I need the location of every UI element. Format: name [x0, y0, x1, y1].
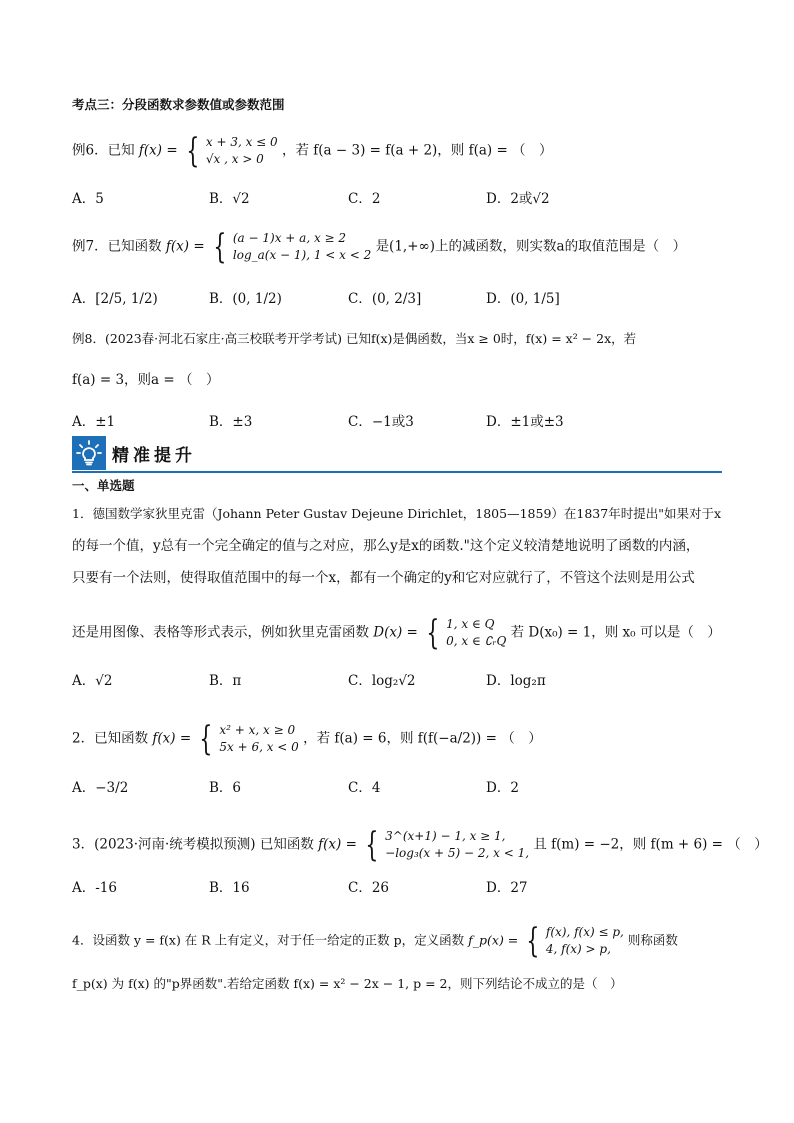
option-c: C．26 — [348, 880, 390, 896]
case-1: f(x), f(x) ≤ p, — [545, 925, 624, 939]
section-heading: 一、单选题 — [72, 478, 135, 493]
option-b: B．π — [209, 673, 242, 689]
option-c: C．(0, 2/3] — [348, 291, 422, 307]
piecewise-function: f(x) = { x² + x, x ≥ 0 5x + 6, x < 0 — [152, 719, 299, 759]
example-8-line-2: f(a) = 3，则a = （ ） — [72, 372, 220, 388]
case-2: −log₃(x + 5) − 2, x < 1, — [385, 846, 530, 860]
option-d: D．log₂π — [486, 673, 546, 689]
case-2: 0, x ∈ ∁ᵣQ — [446, 634, 507, 648]
option-c: C．log₂√2 — [348, 673, 416, 689]
banner-title: 精准提升 — [112, 445, 196, 466]
option-a: A．−3/2 — [72, 780, 129, 796]
case-2: 5x + 6, x < 0 — [219, 740, 299, 754]
option-c: C．−1或3 — [348, 414, 414, 430]
case-1: (a − 1)x + a, x ≥ 2 — [232, 231, 347, 245]
q3-prefix: 3．(2023·河南·统考模拟预测) 已知函数 — [72, 836, 314, 853]
lightbulb-icon — [72, 436, 106, 470]
q4-question — [72, 921, 678, 961]
case-2: 4, f(x) > p, — [545, 942, 611, 956]
option-b: B．±3 — [209, 414, 253, 430]
piecewise-function: f_p(x) = { f(x), f(x) ≤ p, 4, f(x) > p, — [468, 921, 624, 961]
option-c: C．4 — [348, 780, 381, 796]
q3-question — [72, 825, 768, 865]
option-d: D．(0, 1/5] — [486, 291, 560, 307]
option-a: A．5 — [72, 191, 104, 207]
case-2: √x , x > 0 — [205, 152, 264, 166]
q1-line-4-suffix: 若 D(x₀) = 1，则 x₀ 可以是（ ） — [510, 624, 721, 641]
example-6-question — [72, 131, 553, 171]
option-b: B．6 — [209, 780, 242, 796]
option-b: B．16 — [209, 880, 250, 896]
q1-line-1: 1．德国数学家狄里克雷（Johann Peter Gustav Dejeune Dirichlet，1805—1859）在1837年时提出"如果对于x — [72, 506, 722, 521]
case-1: 1, x ∈ Q — [446, 617, 495, 631]
piecewise-function: f(x) = { x + 3, x ≤ 0 √x , x > 0 — [138, 131, 278, 171]
function-name: f(x) = — [318, 836, 357, 853]
q1-line-2: 的每一个值，y总有一个完全确定的值与之对应，那么y是x的函数."这个定义较清楚地说明了函数的内涵， — [72, 538, 700, 554]
piecewise-function: D(x) = { 1, x ∈ Q 0, x ∈ ∁ᵣQ — [373, 613, 507, 653]
case-1: 3^(x+1) − 1, x ≥ 1, — [385, 829, 506, 843]
option-d: D．2或√2 — [486, 191, 550, 207]
banner-divider — [72, 471, 722, 473]
q2-question — [72, 719, 542, 759]
case-1: x² + x, x ≥ 0 — [219, 723, 296, 737]
function-name: f(x) = — [152, 730, 192, 747]
option-b: B．(0, 1/2) — [209, 291, 282, 307]
q4-suffix: 则称函数 — [627, 932, 678, 948]
example-8-line-1: 例8．(2023春·河北石家庄·高三校联考开学考试) 已知f(x)是偶函数，当x ≥ 0时，f(x) = x² − 2x，若 — [72, 331, 637, 346]
example-7-prefix: 例7．已知函数 — [72, 238, 162, 255]
q3-condition: 且 f(m) = −2，则 f(m + 6) = （ ） — [533, 836, 768, 853]
piecewise-function: f(x) = { (a − 1)x + a, x ≥ 2 log_a(x − 1), 1 < x < 2 — [165, 227, 372, 267]
example-7-question — [72, 227, 687, 267]
example-6-condition: ，若 f(a − 3) = f(a + 2)，则 f(a) = （ ） — [281, 142, 553, 159]
option-d: D．2 — [486, 780, 519, 796]
q1-line-4-prefix: 还是用图像、表格等形式表示，例如狄里克雷函数 — [72, 624, 369, 641]
example-6-prefix: 例6．已知 — [72, 142, 135, 159]
section-banner — [72, 436, 196, 470]
case-1: x + 3, x ≤ 0 — [205, 135, 278, 149]
option-d: D．27 — [486, 880, 528, 896]
function-name: f(x) = — [138, 142, 178, 159]
q2-prefix: 2．已知函数 — [72, 730, 149, 747]
q4-line-2: f_p(x) 为 f(x) 的"p界函数".若给定函数 f(x) = x² − 2x − 1, p = 2，则下列结论不成立的是（ ） — [72, 976, 623, 991]
option-a: A．[2/5, 1/2) — [72, 291, 158, 307]
function-name: f(x) = — [165, 238, 205, 255]
function-name: D(x) = — [373, 624, 418, 641]
case-2: log_a(x − 1), 1 < x < 2 — [232, 248, 372, 262]
option-d: D．±1或±3 — [486, 414, 564, 430]
option-b: B．√2 — [209, 191, 250, 207]
q1-line-3: 只要有一个法则，使得取值范围中的每一个x，都有一个确定的y和它对应就行了，不管这个法则是用公式 — [72, 570, 695, 586]
q2-condition: ，若 f(a) = 6，则 f(f(−a/2)) = （ ） — [303, 730, 542, 747]
function-name: f_p(x) = — [468, 932, 519, 948]
option-a: A．±1 — [72, 414, 116, 430]
option-c: C．2 — [348, 191, 381, 207]
section-title: 考点三：分段函数求参数值或参数范围 — [72, 97, 285, 112]
piecewise-function: f(x) = { 3^(x+1) − 1, x ≥ 1, −log₃(x + 5) − 2, x < 1, — [318, 825, 530, 865]
option-a: A．√2 — [72, 673, 113, 689]
option-a: A．-16 — [72, 880, 117, 896]
q1-line-4 — [72, 613, 721, 653]
example-7-condition: 是(1,+∞)上的减函数，则实数a的取值范围是（ ） — [375, 238, 687, 255]
q4-prefix: 4．设函数 y = f(x) 在 R 上有定义，对于任一给定的正数 p，定义函数 — [72, 932, 465, 948]
